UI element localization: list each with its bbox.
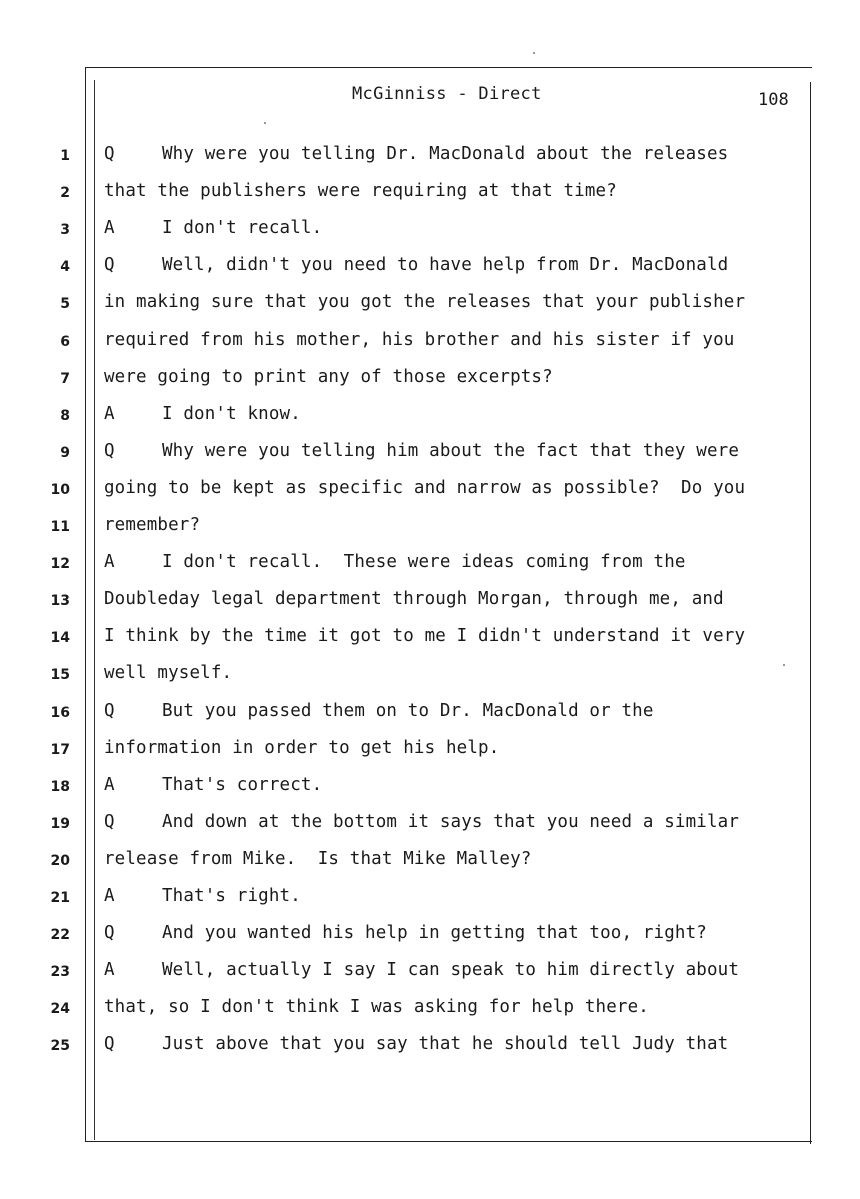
line-body: Just above that you say that he should tell Judy that bbox=[162, 1034, 729, 1055]
line-text bbox=[104, 589, 724, 609]
line-text bbox=[104, 515, 200, 535]
line-number: 8 bbox=[60, 407, 70, 424]
line-body: well myself. bbox=[104, 663, 233, 684]
line-text bbox=[104, 478, 745, 498]
speaker-label: A bbox=[104, 774, 115, 795]
line-body: I think by the time it got to me I didn't understand it very bbox=[104, 626, 746, 647]
line-number: 15 bbox=[50, 667, 70, 684]
speaker-label: Q bbox=[104, 811, 115, 832]
line-body: And down at the bottom it says that you need a similar bbox=[162, 811, 740, 832]
line-body: Why were you telling him about the fact that they were bbox=[162, 440, 740, 461]
speaker-label: A bbox=[104, 552, 115, 573]
line-number: 11 bbox=[50, 519, 70, 535]
line-text bbox=[104, 404, 301, 424]
line-number: 1 bbox=[60, 148, 70, 164]
speaker-label: A bbox=[104, 960, 115, 981]
line-number: 12 bbox=[50, 556, 70, 573]
speaker-label: Q bbox=[104, 1034, 115, 1055]
speaker-label: Q bbox=[104, 440, 115, 461]
line-text bbox=[104, 330, 734, 350]
line-text bbox=[104, 292, 745, 312]
transcript-line bbox=[0, 179, 860, 209]
line-body: were going to print any of those excerpts? bbox=[104, 366, 553, 387]
line-body: release from Mike. Is that Mike Malley? bbox=[104, 848, 532, 869]
transcript-line bbox=[0, 216, 860, 246]
line-number: 3 bbox=[60, 222, 70, 239]
transcript-line bbox=[0, 958, 860, 988]
page-number: 108 bbox=[758, 90, 789, 110]
transcript-line bbox=[0, 810, 860, 840]
line-body: that the publishers were requiring at that time? bbox=[104, 181, 617, 202]
transcript-line bbox=[0, 328, 860, 358]
transcript-line bbox=[0, 550, 860, 580]
line-text bbox=[104, 775, 322, 795]
line-body: That's right. bbox=[162, 886, 301, 906]
line-number: 22 bbox=[50, 927, 70, 944]
speaker-label: Q bbox=[104, 700, 115, 721]
line-text bbox=[104, 738, 499, 758]
line-body: That's correct. bbox=[162, 774, 323, 795]
transcript-line bbox=[0, 142, 860, 172]
line-body: going to be kept as specific and narrow as possible? Do you bbox=[104, 477, 746, 498]
line-text bbox=[104, 367, 553, 387]
line-body: Doubleday legal department through Morgan, through me, and bbox=[104, 589, 724, 610]
line-text bbox=[104, 997, 649, 1017]
line-text bbox=[104, 701, 654, 721]
line-number: 23 bbox=[50, 964, 70, 981]
speaker-label: A bbox=[104, 403, 115, 424]
line-body: required from his mother, his brother and his sister if you bbox=[104, 329, 735, 350]
line-body: I don't know. bbox=[162, 403, 301, 424]
line-body: But you passed them on to Dr. MacDonald or the bbox=[162, 700, 654, 721]
speaker-label: Q bbox=[104, 923, 115, 944]
line-body: remember? bbox=[104, 515, 201, 535]
transcript-line bbox=[0, 624, 860, 654]
transcript-line bbox=[0, 1032, 860, 1062]
line-number: 7 bbox=[60, 370, 70, 387]
line-text bbox=[104, 255, 728, 275]
line-text bbox=[104, 181, 617, 201]
line-number: 17 bbox=[50, 741, 70, 758]
transcript-line bbox=[0, 995, 860, 1025]
transcript-line bbox=[0, 587, 860, 617]
line-body: that, so I don't think I was asking for help there. bbox=[104, 997, 649, 1018]
line-text bbox=[104, 218, 322, 238]
transcript-line bbox=[0, 884, 860, 914]
line-text bbox=[104, 886, 301, 906]
line-text bbox=[104, 812, 739, 832]
transcript-line bbox=[0, 847, 860, 877]
line-number: 2 bbox=[60, 185, 70, 202]
line-body: Well, didn't you need to have help from Dr. MacDonald bbox=[162, 255, 729, 276]
line-body: And you wanted his help in getting that too, right? bbox=[162, 923, 707, 944]
transcript-line bbox=[0, 365, 860, 395]
line-body: Why were you telling Dr. MacDonald about the releases bbox=[162, 144, 729, 164]
line-number: 14 bbox=[50, 630, 70, 647]
line-body: information in order to get his help. bbox=[104, 737, 500, 758]
line-text bbox=[104, 441, 739, 461]
line-number: 10 bbox=[50, 481, 70, 498]
line-text bbox=[104, 923, 707, 943]
line-number: 18 bbox=[50, 778, 70, 795]
line-number: 9 bbox=[60, 444, 70, 461]
line-body: in making sure that you got the releases that your publisher bbox=[104, 292, 746, 313]
line-number: 5 bbox=[60, 296, 70, 313]
speaker-label: Q bbox=[104, 144, 115, 164]
line-body: I don't recall. These were ideas coming from the bbox=[162, 552, 686, 573]
line-text bbox=[104, 626, 745, 646]
transcript-line bbox=[0, 773, 860, 803]
line-number: 19 bbox=[50, 815, 70, 832]
transcript-line bbox=[0, 736, 860, 766]
line-number: 6 bbox=[60, 333, 70, 350]
transcript-line bbox=[0, 699, 860, 729]
line-number: 20 bbox=[50, 852, 70, 869]
transcript-line bbox=[0, 476, 860, 506]
page-header-title: McGinniss - Direct bbox=[352, 84, 542, 104]
line-number: 21 bbox=[50, 890, 70, 906]
line-number: 25 bbox=[50, 1038, 70, 1055]
speaker-label: A bbox=[104, 886, 115, 906]
line-text bbox=[104, 849, 531, 869]
line-text bbox=[104, 144, 728, 164]
speaker-label: A bbox=[104, 218, 115, 239]
speaker-label: Q bbox=[104, 255, 115, 276]
transcript-line bbox=[0, 253, 860, 283]
line-text bbox=[104, 960, 739, 980]
line-number: 24 bbox=[50, 1001, 70, 1018]
transcript-line bbox=[0, 290, 860, 320]
line-number: 13 bbox=[50, 593, 70, 610]
line-text bbox=[104, 1034, 728, 1054]
line-text bbox=[104, 552, 686, 572]
transcript-line bbox=[0, 402, 860, 432]
transcript-line bbox=[0, 513, 860, 543]
transcript-line bbox=[0, 439, 860, 469]
line-body: Well, actually I say I can speak to him directly about bbox=[162, 960, 740, 981]
transcript-line bbox=[0, 661, 860, 691]
line-number: 4 bbox=[60, 259, 70, 276]
line-body: I don't recall. bbox=[162, 218, 323, 239]
line-text bbox=[104, 663, 232, 683]
line-number: 16 bbox=[50, 704, 70, 721]
transcript-line bbox=[0, 921, 860, 951]
